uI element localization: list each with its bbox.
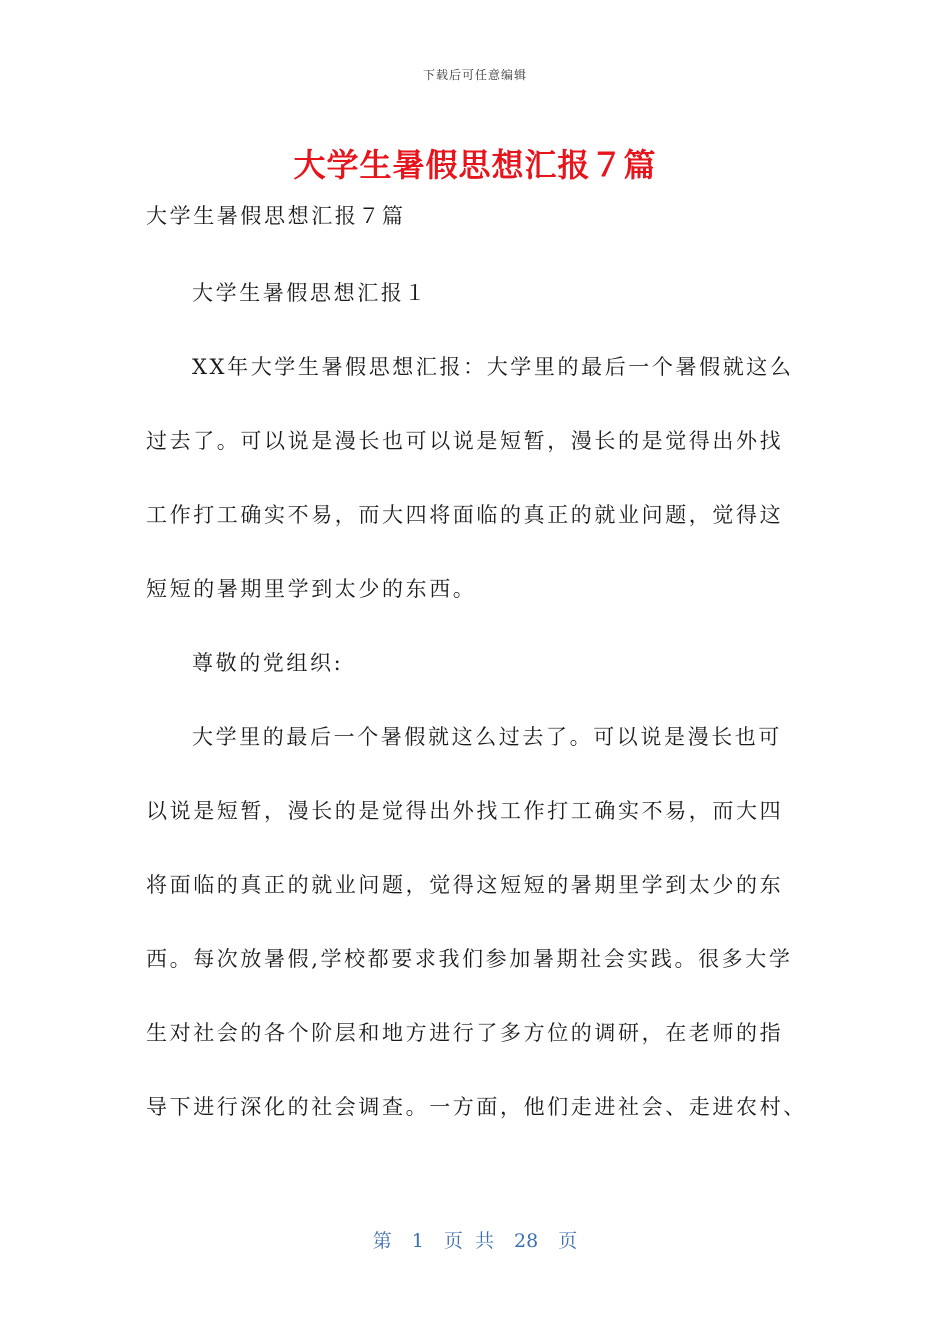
paragraph-line: 尊敬的党组织: [192,651,344,675]
paragraph-line: 过去了。可以说是漫长也可以说是短暂，漫长的是觉得出外找 [146,429,784,453]
paragraph-line: 工作打工确实不易，而大四将面临的真正的就业问题，觉得这 [146,503,784,527]
footer-prefix: 第 [372,1230,392,1252]
document-title: 大学生暑假思想汇报７篇 [293,146,657,184]
paragraph-line: 短短的暑期里学到太少的东西。 [146,577,477,601]
footer-current-page: 1 [411,1230,424,1252]
page-header-note: 下载后可任意编辑 [422,68,527,82]
paragraph-line: 导下进行深化的社会调查。一方面，他们走进社会、走进农村、 [146,1095,807,1119]
footer-suffix: 页 [558,1230,578,1252]
paragraph-line: 将面临的真正的就业问题，觉得这短短的暑期里学到太少的东 [146,873,784,897]
footer-middle: 页 共 [443,1230,494,1252]
document-subtitle: 大学生暑假思想汇报７篇 [146,204,406,228]
paragraph-line: 以说是短暂，漫长的是觉得出外找工作打工确实不易，而大四 [146,799,784,823]
footer-total-pages: 28 [514,1230,539,1252]
document-body [146,256,806,1144]
paragraph-line: 生对社会的各个阶层和地方进行了多方位的调研，在老师的指 [146,1021,784,1045]
paragraph-line: 大学生暑假思想汇报１ [192,281,428,305]
paragraph-line: 西。每次放暑假,学校都要求我们参加暑期社会实践。很多大学 [146,947,793,971]
paragraph-line: 大学里的最后一个暑假就这么过去了。可以说是漫长也可 [192,725,782,749]
page-footer [0,1226,950,1253]
paragraph-line: XX年大学生暑假思想汇报：大学里的最后一个暑假就这么 [192,355,794,379]
